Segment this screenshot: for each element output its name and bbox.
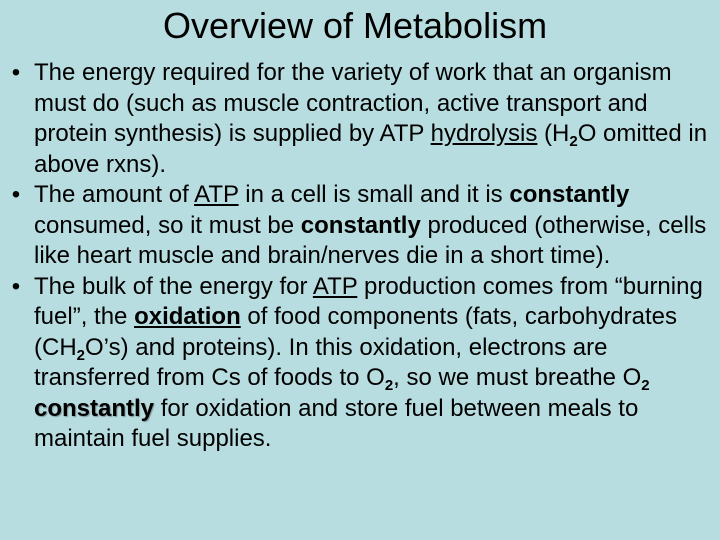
- slide-title: Overview of Metabolism: [162, 5, 548, 46]
- subscript: 2: [641, 377, 650, 394]
- text-segment: in a cell is small and it is: [238, 181, 510, 208]
- bullet-item-energy: [6, 58, 718, 180]
- bullet-icon: •: [11, 181, 21, 208]
- bullet-list: [6, 58, 718, 455]
- underlined-term: ATP: [194, 181, 239, 208]
- subscript: 2: [569, 133, 578, 150]
- bullet-item-oxidation: [6, 272, 718, 455]
- text-segment: produced (otherwise, cells like heart muscle and brain/nerves die in a short time).: [34, 211, 707, 269]
- text-segment: , so we must breathe O: [393, 364, 642, 391]
- underlined-term: ATP: [312, 272, 358, 300]
- text-segment: of food components (fats, carbohydrates (CH: [34, 303, 677, 361]
- shadowed-bold-term: constantly: [34, 394, 155, 422]
- text-segment: for oxidation and store fuel between meals to maintain fuel supplies.: [34, 394, 639, 452]
- text-segment: O’s) and proteins). In this oxidation, electrons are transferred from Cs of foods to O: [34, 333, 608, 391]
- text-segment: production comes from “burning fuel”, the: [34, 272, 703, 330]
- bullet-item-atp-amount: [6, 180, 718, 272]
- text-segment: consumed, so it must be: [34, 211, 301, 239]
- subscript: 2: [76, 346, 85, 364]
- subscript: 2: [384, 377, 394, 394]
- bullet-icon: •: [11, 59, 21, 86]
- text-segment: (H: [537, 120, 570, 147]
- text-segment: The amount of: [34, 181, 195, 208]
- text-segment: The energy required for the variety of work that an organism must do (such as muscle contraction, active transport and protein synthesis) is supplied by ATP: [34, 59, 672, 147]
- text-segment: O omitted in above rxns).: [34, 120, 708, 178]
- text-segment: The bulk of the energy for: [34, 272, 313, 300]
- bullet-icon: •: [11, 272, 21, 300]
- underlined-term: hydrolysis: [430, 120, 538, 147]
- bold-term: constantly: [509, 181, 630, 208]
- underlined-bold-term: oxidation: [134, 303, 241, 330]
- bold-term: constantly: [300, 211, 421, 239]
